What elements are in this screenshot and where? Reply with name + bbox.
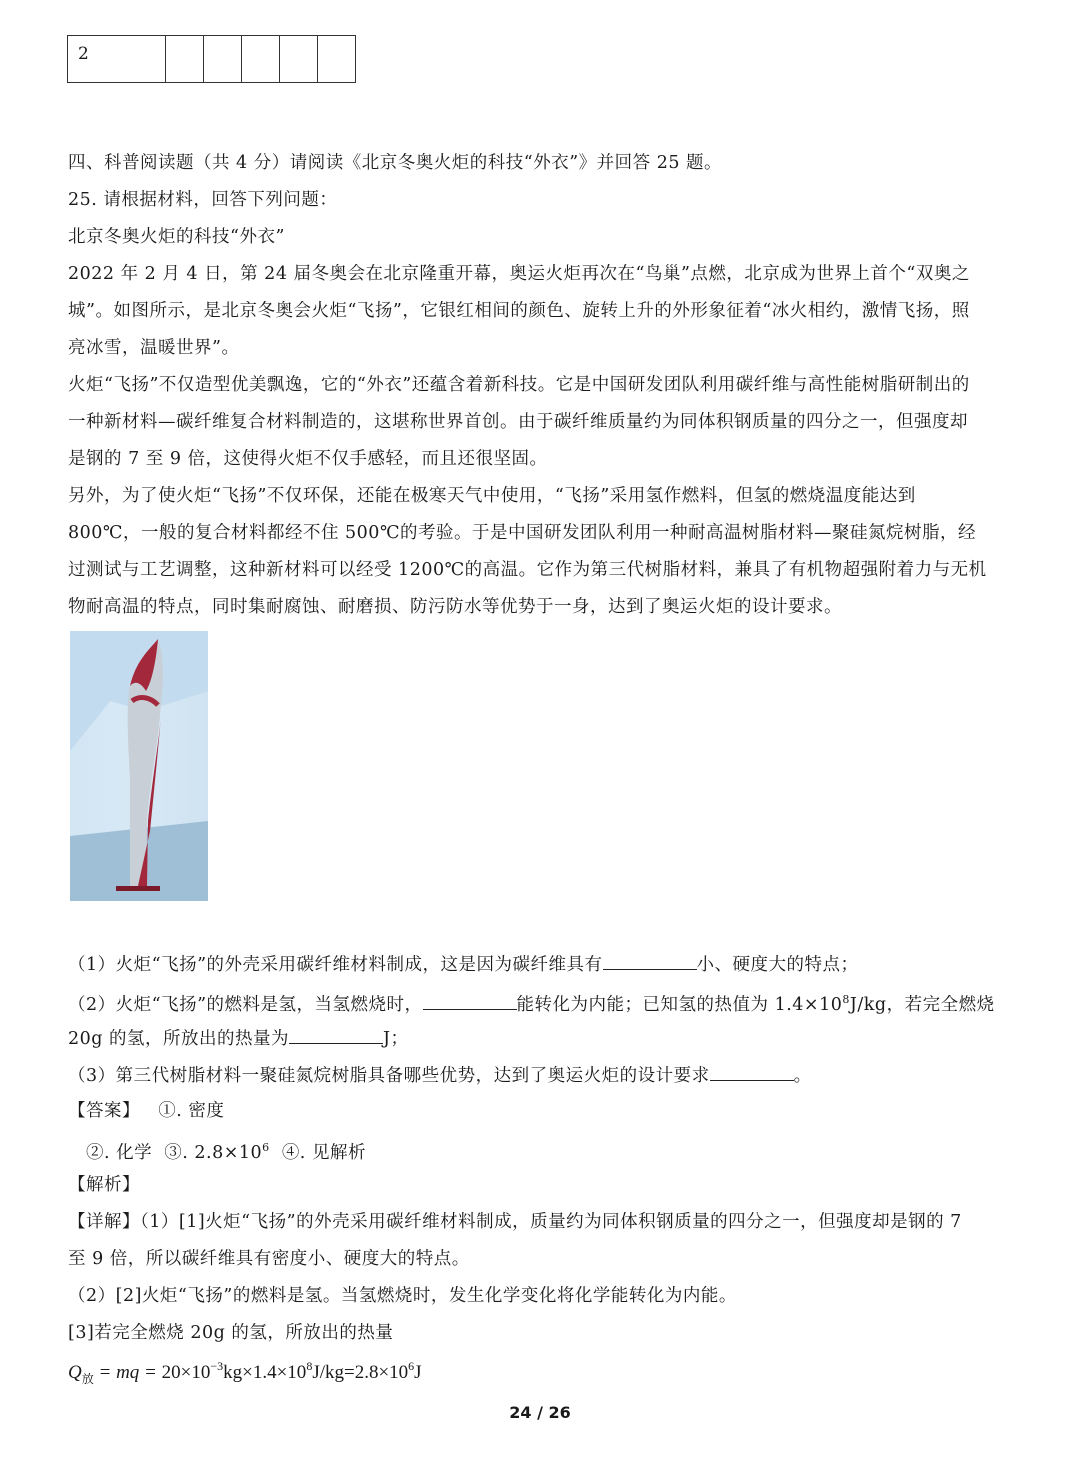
- question-1-text-a: （1）火炬“飞扬”的外壳采用碳纤维材料制成，这是因为碳纤维具有: [68, 955, 603, 975]
- torch-illustration: [70, 631, 208, 901]
- answer-2: ②. 化学: [86, 1142, 153, 1163]
- exponent: 8: [842, 993, 850, 1006]
- section-heading: 四、科普阅读题（共 4 分）请阅读《北京冬奥火炬的科技“外衣”》并回答 25 题。: [68, 153, 723, 173]
- question-2-text-b: 能转化为内能；已知氢的热值为 1.4×10: [516, 994, 843, 1015]
- detail-line-2: 至 9 倍，所以碳纤维具有密度小、硬度大的特点。: [68, 1249, 470, 1269]
- question-2: [68, 988, 995, 1017]
- paragraph-line: 2022 年 2 月 4 日，第 24 届冬奥会在北京隆重开幕，奥运火炬再次在“鸟巢”点燃，北京成为世界上首个“双奥之: [68, 264, 970, 284]
- answer-blank-2[interactable]: [423, 991, 517, 1010]
- answer-3: ③. 2.8×10: [164, 1142, 263, 1163]
- formula-q: Q: [68, 1362, 82, 1383]
- answer-table: [67, 35, 356, 83]
- answer-blank-1[interactable]: [603, 951, 697, 970]
- detail-label: 【详解】: [68, 1212, 140, 1232]
- question-1-text-b: 小、硬度大的特点；: [696, 955, 859, 975]
- paragraph-line: 是钢的 7 至 9 倍，这使得火炬不仅手感轻，而且还很坚固。: [68, 449, 548, 469]
- table-row: [68, 36, 356, 83]
- table-cell: [204, 36, 242, 83]
- question-3: [68, 1062, 812, 1088]
- question-2-text-e: J；: [383, 1029, 409, 1049]
- table-cell: [242, 36, 280, 83]
- detail-line-1: [68, 1210, 962, 1234]
- question-2-cont: [68, 1025, 409, 1051]
- question-3-text-b: 。: [793, 1066, 812, 1086]
- question-2-text-d: 20g 的氢，所放出的热量为: [68, 1029, 290, 1049]
- table-cell: [280, 36, 318, 83]
- question-2-text-a: （2）火炬“飞扬”的燃料是氢，当氢燃烧时，: [68, 994, 423, 1015]
- formula-part-1: 20×10: [161, 1362, 211, 1383]
- answer-label: 【答案】: [68, 1101, 140, 1121]
- answer-1: ①. 密度: [158, 1101, 225, 1121]
- table-cell: [318, 36, 356, 83]
- formula-exp-1: −3: [210, 1359, 224, 1373]
- paragraph-line: 城”。如图所示，是北京冬奥会火炬“飞扬”，它银红相间的颜色、旋转上升的外形象征着“冰火相约，激情飞扬，照: [68, 301, 970, 321]
- detail-text: （1）[1]火炬“飞扬”的外壳采用碳纤维材料制成，质量约为同体积钢质量的四分之一，但强度却是钢的 7: [140, 1212, 962, 1232]
- answer-blank-4[interactable]: [710, 1062, 794, 1081]
- answer-row-1: [68, 1099, 224, 1123]
- paragraph-line: 亮冰雪，温暖世界”。: [68, 338, 240, 358]
- paragraph-line: 过测试与工艺调整，这种新材料可以经受 1200℃的高温。它作为第三代树脂材料，兼具了有机物超强附着力与无机: [68, 560, 987, 580]
- exponent: 6: [262, 1141, 270, 1154]
- detail-line-4: [3]若完全燃烧 20g 的氢，所放出的热量: [68, 1323, 394, 1343]
- question-1: [68, 951, 859, 977]
- article-title: 北京冬奥火炬的科技“外衣”: [68, 227, 285, 247]
- torch-photo: [70, 631, 208, 901]
- question-3-text-a: （3）第三代树脂材料一聚硅氮烷树脂具备哪些优势，达到了奥运火炬的设计要求: [68, 1066, 710, 1086]
- formula-exp-3: 6: [408, 1359, 415, 1373]
- question-2-text-c: J/kg，若完全燃烧: [849, 994, 995, 1015]
- answer-4: ④. 见解析: [281, 1142, 366, 1163]
- detail-line-3: （2）[2]火炬“飞扬”的燃料是氢。当氢燃烧时，发生化学变化将化学能转化为内能。: [68, 1286, 737, 1306]
- analysis-label: 【解析】: [68, 1175, 140, 1195]
- paragraph-line: 一种新材料—碳纤维复合材料制造的，这堪称世界首创。由于碳纤维质量约为同体积钢质量的四分之一，但强度却: [68, 412, 968, 432]
- paragraph-line: 火炬“飞扬”不仅造型优美飘逸，它的“外衣”还蕴含着新科技。它是中国研发团队利用碳纤维与高性能树脂研制出的: [68, 375, 970, 395]
- formula-q-subscript: 放: [81, 1372, 94, 1386]
- paragraph-line: 800℃，一般的复合材料都经不住 500℃的考验。于是中国研发团队利用一种耐高温树脂材料—聚硅氮烷树脂，经: [68, 523, 977, 543]
- answer-row-2: [86, 1136, 366, 1165]
- formula-part-3: J/kg=2.8×10: [312, 1362, 409, 1383]
- answer-blank-3[interactable]: [289, 1025, 383, 1044]
- formula-eq: = mq =: [93, 1362, 162, 1383]
- table-cell: [166, 36, 204, 83]
- formula-part-2: kg×1.4×10: [223, 1362, 307, 1383]
- paragraph-line: 物耐高温的特点，同时集耐腐蚀、耐磨损、防污防水等优势于一身，达到了奥运火炬的设计要求。: [68, 597, 842, 617]
- question-intro: 25. 请根据材料，回答下列问题：: [68, 190, 338, 210]
- table-cell-label: 2: [68, 36, 166, 83]
- formula-part-4: J: [414, 1362, 422, 1383]
- formula-exp-2: 8: [306, 1359, 313, 1373]
- paragraph-line: 另外，为了使火炬“飞扬”不仅环保，还能在极寒天气中使用，“飞扬”采用氢作燃料，但氢的燃烧温度能达到: [68, 486, 916, 506]
- page-number: 24 / 26: [509, 1403, 571, 1422]
- heat-formula: [68, 1359, 422, 1387]
